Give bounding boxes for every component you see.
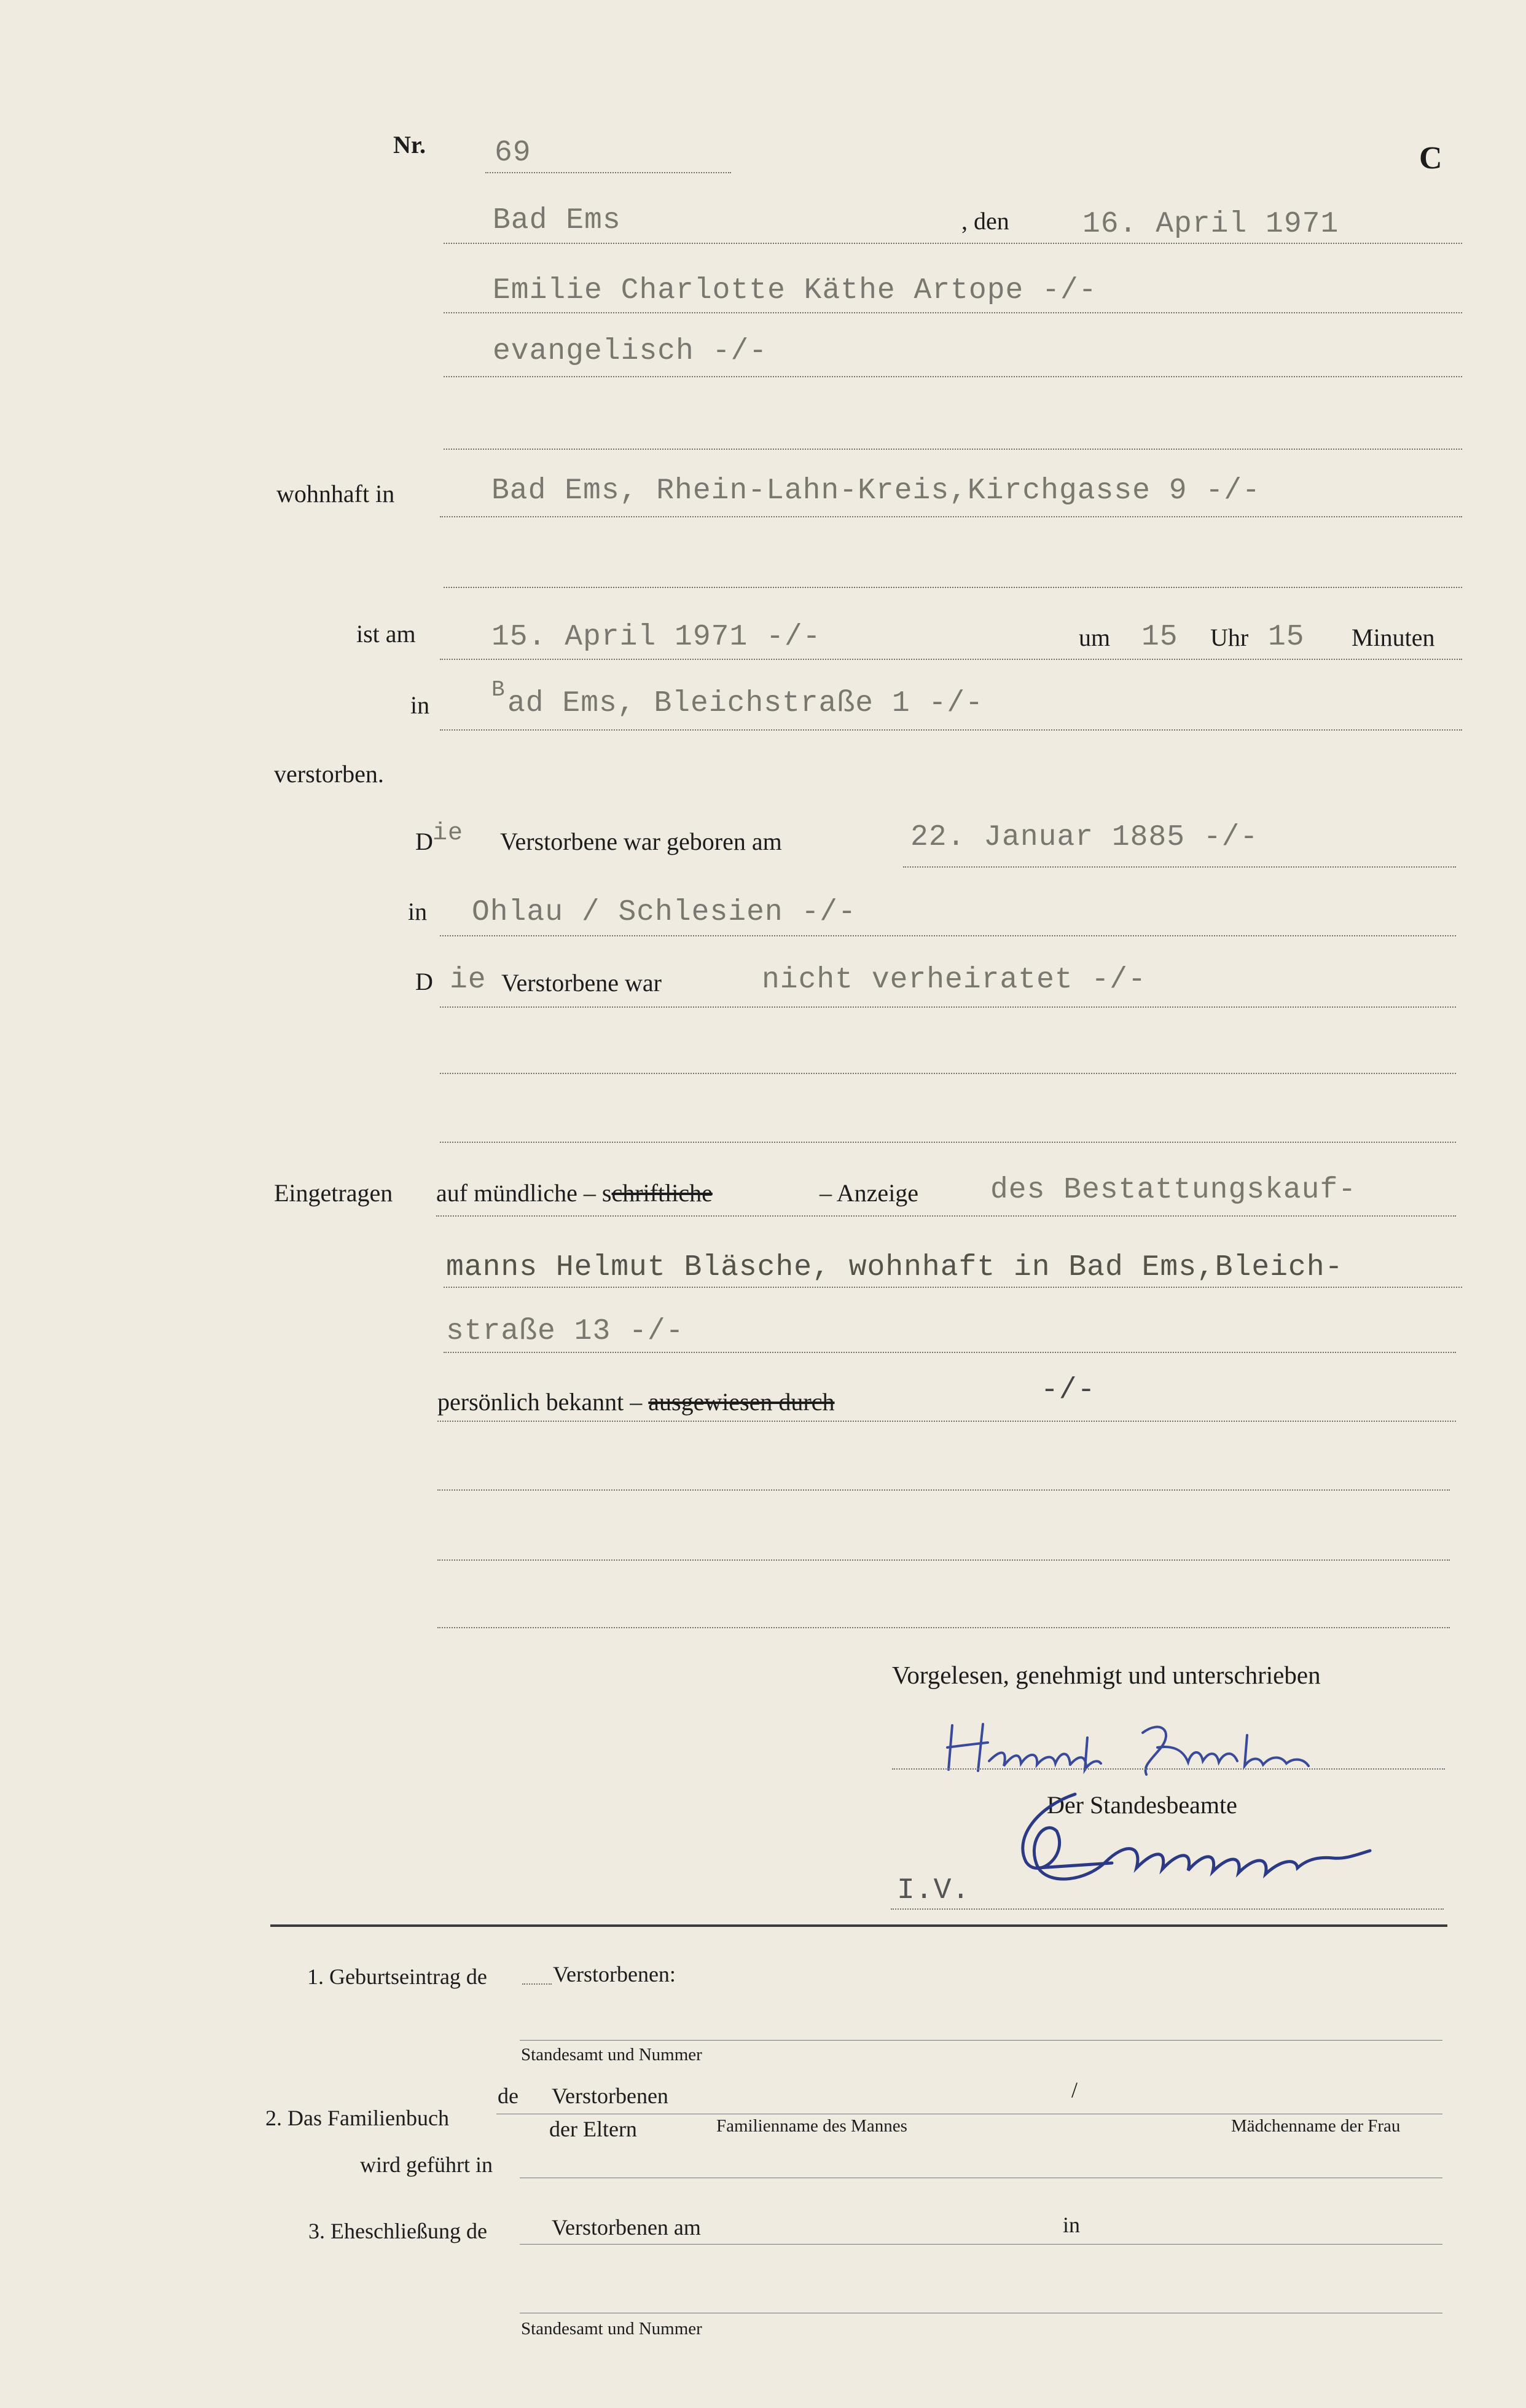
familienname-caption: Familienname des Mannes bbox=[716, 2116, 907, 2136]
eingetragen-label: Eingetragen bbox=[274, 1179, 393, 1207]
bekannt-line bbox=[437, 1421, 1456, 1422]
blank-line-4 bbox=[440, 1142, 1456, 1143]
ist-am-label: ist am bbox=[356, 620, 416, 648]
birth-label: Verstorbene war geboren am bbox=[500, 828, 782, 855]
footer-item-1-value: Verstorbenen: bbox=[553, 1962, 676, 1986]
footer-item-1-label: 1. Geburtseintrag de bbox=[307, 1964, 487, 1989]
footer-item-1-line bbox=[520, 2040, 1442, 2041]
residence-line bbox=[440, 516, 1462, 517]
footer-item-2-de: de bbox=[498, 2084, 518, 2108]
footer-item-3-value: Verstorbenen am bbox=[552, 2215, 701, 2240]
informant-line-2: manns Helmut Bläsche, wohnhaft in Bad Ems,Bleich- bbox=[446, 1251, 1344, 1284]
death-in-label: in bbox=[410, 691, 430, 719]
death-hour: 15 bbox=[1141, 621, 1178, 654]
registration-place: Bad Ems bbox=[493, 204, 621, 237]
anzeige-label: – Anzeige bbox=[820, 1179, 919, 1207]
informant-line-rule-2 bbox=[444, 1287, 1462, 1288]
death-date-line bbox=[440, 659, 1462, 660]
footer-separator bbox=[270, 1924, 1447, 1927]
registrar-signature bbox=[1001, 1782, 1431, 1905]
name-line bbox=[444, 312, 1462, 313]
auf-muendliche-label: auf mündliche – schriftliche bbox=[436, 1179, 713, 1207]
birth-place-line bbox=[440, 935, 1456, 936]
maedchenname-caption: Mädchenname der Frau bbox=[1231, 2116, 1401, 2136]
blank-line-1 bbox=[444, 449, 1462, 450]
informant-line-rule-3 bbox=[444, 1352, 1456, 1353]
blank-line-5 bbox=[437, 1489, 1450, 1491]
blank-line-2 bbox=[444, 587, 1462, 588]
birth-d-label: D bbox=[415, 828, 433, 855]
birth-place: Ohlau / Schlesien -/- bbox=[472, 896, 856, 929]
footer-item-3-label: 3. Eheschließung de bbox=[308, 2219, 487, 2243]
footer-item-1-gap-line bbox=[522, 1983, 552, 1985]
bekannt-label: persönlich bekannt – ausgewiesen durch bbox=[437, 1388, 835, 1416]
place-date-line bbox=[444, 243, 1462, 244]
um-label: um bbox=[1079, 624, 1111, 651]
standesamt-nummer-caption-1: Standesamt und Nummer bbox=[521, 2045, 702, 2065]
residence-value: Bad Ems, Rhein-Lahn-Kreis,Kirchgasse 9 -/- bbox=[491, 474, 1261, 508]
deceased-name: Emilie Charlotte Käthe Artope -/- bbox=[493, 274, 1097, 307]
religion: evangelisch -/- bbox=[493, 335, 768, 368]
ausgewiesen-struck: ausgewiesen durch bbox=[648, 1388, 835, 1416]
blank-line-7 bbox=[437, 1627, 1450, 1628]
birth-date: 22. Januar 1885 -/- bbox=[910, 821, 1259, 854]
marital-label: Verstorbene war bbox=[501, 969, 662, 997]
nr-value: 69 bbox=[495, 136, 531, 170]
schriftliche-struck: chriftliche bbox=[611, 1179, 713, 1207]
form-letter: C bbox=[1419, 141, 1442, 176]
death-place: ad Ems, Bleichstraße 1 -/- bbox=[507, 687, 984, 720]
footer-item-2-label: 2. Das Familienbuch bbox=[265, 2106, 449, 2130]
marital-d-label: D bbox=[415, 968, 433, 995]
marital-value: nicht verheiratet -/- bbox=[762, 963, 1146, 997]
minuten-label: Minuten bbox=[1352, 624, 1435, 651]
informant-line-3: straße 13 -/- bbox=[446, 1315, 684, 1348]
birth-date-line bbox=[903, 866, 1456, 868]
registrar-signature-line bbox=[891, 1908, 1444, 1910]
gefuehrt-label: wird geführt in bbox=[360, 2152, 493, 2177]
blank-line-6 bbox=[437, 1559, 1450, 1561]
wohnhaft-label: wohnhaft in bbox=[276, 480, 395, 508]
nr-line bbox=[485, 172, 731, 173]
informant-signature bbox=[940, 1713, 1333, 1781]
footer-item-2-verstorbenen: Verstorbenen bbox=[552, 2084, 668, 2108]
marital-ie-typed: ie bbox=[450, 963, 487, 997]
registration-date: 16. April 1971 bbox=[1082, 208, 1339, 241]
birth-ie-typed: ie bbox=[432, 820, 464, 847]
death-place-prefix: B bbox=[491, 677, 506, 702]
religion-line bbox=[444, 376, 1462, 377]
informant-line-rule-1 bbox=[436, 1215, 1456, 1217]
death-place-line bbox=[440, 729, 1462, 731]
iv-label: I.V. bbox=[897, 1874, 971, 1907]
vorgelesen-text: Vorgelesen, genehmigt und unterschrieben bbox=[892, 1661, 1321, 1689]
footer-item-2-slash: / bbox=[1071, 2077, 1078, 2102]
birth-in-label: in bbox=[408, 898, 428, 925]
marital-line bbox=[440, 1006, 1456, 1008]
standesamt-nummer-caption-2: Standesamt und Nummer bbox=[521, 2319, 702, 2339]
footer-item-2-eltern: der Eltern bbox=[549, 2117, 637, 2141]
uhr-label: Uhr bbox=[1210, 624, 1249, 651]
death-date: 15. April 1971 -/- bbox=[491, 621, 821, 654]
standesbeamte-label: Der Standesbeamte bbox=[1047, 1791, 1237, 1819]
informant-signature-line bbox=[892, 1768, 1445, 1770]
den-label: , den bbox=[961, 207, 1009, 235]
footer-item-3-line bbox=[520, 2244, 1442, 2245]
bekannt-value: -/- bbox=[1041, 1374, 1096, 1407]
blank-line-3 bbox=[440, 1073, 1456, 1074]
footer-item-3-in: in bbox=[1063, 2213, 1081, 2237]
informant-line-1: des Bestattungskauf- bbox=[990, 1174, 1357, 1207]
nr-label: Nr. bbox=[393, 131, 426, 159]
death-minute: 15 bbox=[1268, 621, 1305, 654]
verstorben-label: verstorben. bbox=[274, 760, 384, 788]
